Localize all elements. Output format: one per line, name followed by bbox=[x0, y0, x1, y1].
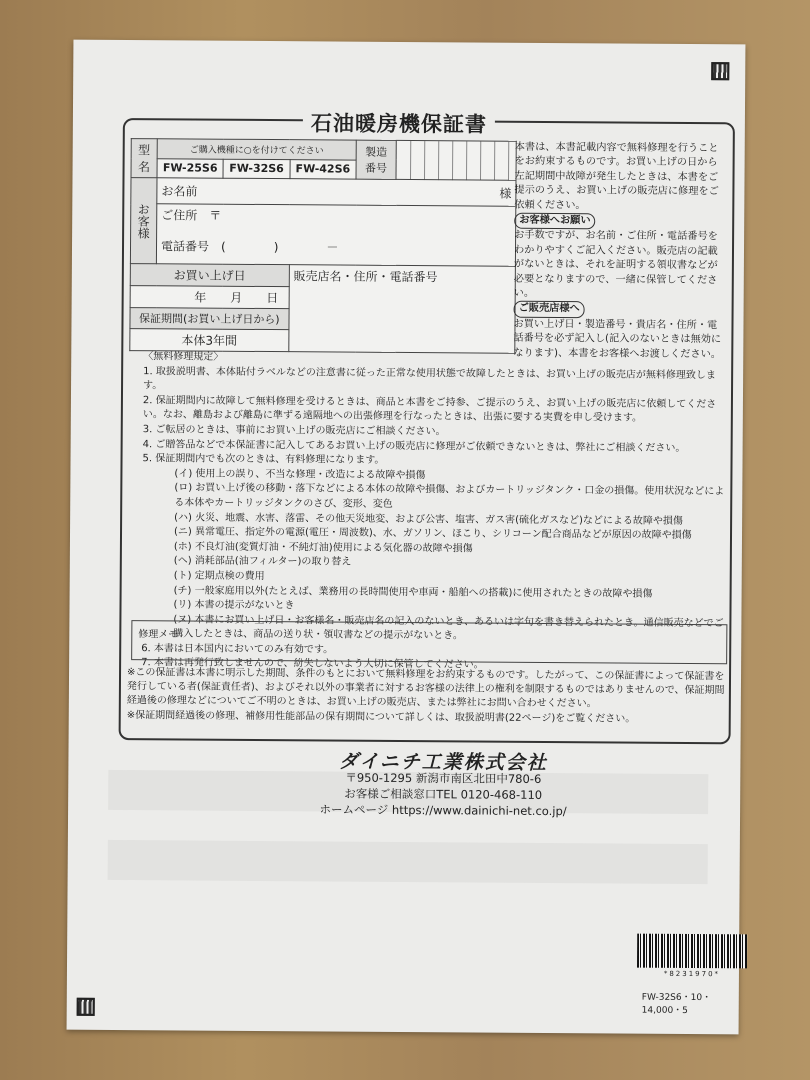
model-option[interactable]: FW-25S6 bbox=[157, 158, 223, 178]
rule-sub-item: (ヘ) 消耗部品(油フィルター)の取り替え bbox=[173, 555, 352, 568]
qr-code-icon bbox=[77, 998, 95, 1016]
notes bbox=[127, 666, 727, 727]
model-option[interactable]: FW-32S6 bbox=[223, 159, 289, 179]
rules-heading: 〈無料修理規定〉 bbox=[143, 351, 224, 363]
model-option[interactable]: FW-42S6 bbox=[290, 159, 356, 179]
qr-code-icon bbox=[711, 62, 729, 80]
rule-item: 3. ご転居のときは、事前にお買い上げの販売店にご相談ください。 bbox=[142, 424, 446, 438]
warranty-sheet bbox=[67, 40, 746, 1035]
bleed-through-banner bbox=[108, 840, 708, 884]
name-label: お名前 bbox=[161, 184, 198, 199]
rule-sub-item: (ホ) 不良灯油(変質灯油・不純灯油)使用による気化器の故障や損傷 bbox=[173, 541, 473, 555]
rule-sub-item: (リ) 本書の提示がないとき bbox=[173, 599, 295, 612]
postal-mark: 〒 bbox=[209, 208, 222, 223]
company-website: ホームページ https://www.dainichi-net.co.jp/ bbox=[319, 802, 567, 819]
memo-label: 修理メモ bbox=[138, 629, 179, 641]
rule-item: 5. 保証期間内でも次のときは、有料修理になります。 bbox=[142, 453, 385, 467]
model-label: 型名 bbox=[131, 139, 157, 178]
name-field[interactable] bbox=[157, 178, 516, 207]
purchase-date-label: お買い上げ日 bbox=[130, 264, 289, 287]
customer-heading: お客様へお願い bbox=[514, 213, 595, 230]
rule-item: 7. 本書は再発行致しませんので、紛失しないよう大切に保管してください。 bbox=[141, 657, 484, 672]
rule-sub-item: (イ) 使用上の誤り、不当な修理・改造による故障や損傷 bbox=[174, 468, 426, 481]
rule-sub-item: (ロ) お買い上げ後の移動・落下などによる本体の故障や損傷、およびカートリッジタンク・口金の損傷。使用状況などによる本体やカートリッジタンクのさび、変形、変色 bbox=[174, 482, 725, 510]
phone-label: 電話番号 bbox=[160, 239, 210, 254]
note: ※この保証書は本書に明示した期間、条件のもとにおいて無料修理をお約束するものです。したがって、この保証書によって保証書を発行している者(保証責任者)、およびそれ以外の事業者に対するお客様の法律上の権利を制限するものではありませんので、保証期間経過後の修理などについてご不明のときは、お買い上げの販売店、または弊社にお問い合わせください。 bbox=[126, 667, 725, 710]
rule-item: 6. 本書は日本国内においてのみ有効です。 bbox=[141, 643, 334, 656]
company-name: ダイニチ工業株式会社 bbox=[338, 750, 548, 774]
purchase-date-field[interactable]: 年 月 日 bbox=[130, 286, 289, 309]
rule-item: 4. ご贈答品などで本保証書に記入してあるお買い上げの販売店に修理がご依頼できないときは、弊社にご相談ください。 bbox=[142, 438, 686, 454]
company-info bbox=[293, 750, 593, 819]
rule-item: 2. 保証期間内に故障して無料修理を受けるときは、商品と本書をご持参、ご提示のうえ、お買い上げの販売店に依頼してください。なお、離島および離島に準ずる遠隔地への出張修理を行なったときは、出張に要する実費を申し受けます。 bbox=[142, 394, 717, 425]
intro-text: 本書は、本書記載内容で無料修理を行うことをお約束するものです。お買い上げの日から左記期間中故障が発生したときは、本書をご提示のうえ、お買い上げの販売店に修理をご依頼ください。 bbox=[514, 141, 719, 211]
rule-sub-item: (ハ) 火災、地震、水害、落雷、その他天災地変、および公害、塩害、ガス害(硫化ガスなど)などによる故障や損傷 bbox=[174, 511, 683, 527]
warranty-form bbox=[129, 138, 516, 354]
barcode bbox=[637, 934, 747, 969]
store-label: 販売店名・住所・電話番号 bbox=[293, 269, 438, 285]
warranty-period-label: 保証期間(お買い上げ日から) bbox=[130, 308, 289, 330]
rule-sub-item: (ヌ) 本書にお買い上げ日・お客様名・販売店名の記入のないとき、あるいは字句を書き替えられたとき。通信販売などでご購入したときは、商品の送り状・領収書などの提示がないとき。 bbox=[173, 614, 724, 642]
customer-text: お手数ですが、お名前・ご住所・電話番号をわかりやすくご記入ください。販売店の記載がないときは、それを証明する領収書などが必要となりますので、一緒に保管してください。 bbox=[513, 230, 718, 299]
company-phone: お客様ご相談窓口TEL 0120-468-110 bbox=[344, 786, 543, 802]
note: ※保証期間経過後の修理、補修用性能部品の保有期間について詳しくは、取扱説明書(22ページ)をご覧ください。 bbox=[126, 709, 636, 725]
store-text: お買い上げ日・製造番号・貴店名・住所・電話番号を必ず記入し(記入のないときは無効になります)、本書をお客様へお渡しください。 bbox=[513, 318, 722, 360]
address-field[interactable] bbox=[156, 204, 515, 267]
name-suffix: 様 bbox=[499, 186, 512, 201]
rule-sub-item: (ト) 定期点検の費用 bbox=[173, 570, 265, 582]
repair-memo-field[interactable] bbox=[131, 620, 727, 664]
phone-format: ( ) － bbox=[221, 239, 339, 255]
warranty-period: 本体3年間 bbox=[130, 329, 289, 352]
page-title: 石油暖房機保証書 bbox=[303, 107, 495, 138]
serial-number-field[interactable] bbox=[396, 140, 516, 180]
company-address: 〒950-1295 新潟市南区北田中780-6 bbox=[345, 770, 542, 786]
rule-sub-item: (チ) 一般家庭用以外(たとえば、業務用の長時間使用や車両・船舶への搭載)に使用されたときの故障や損傷 bbox=[173, 584, 653, 600]
model-instruction: ご購入機種に○を付けてください bbox=[157, 139, 356, 160]
rule-item: 1. 取扱説明書、本体貼付ラベルなどの注意書に従った正常な使用状態で故障したときは、お買い上げの販売店が無料修理致します。 bbox=[143, 365, 716, 392]
print-code: FW-32S6・10・14,000・5 bbox=[641, 992, 712, 1016]
rule-sub-item: (ニ) 異常電圧、指定外の電源(電圧・周波数)、水、ガソリン、ほこり、シリコーン配合商品などが原因の故障や損傷 bbox=[173, 526, 692, 542]
barcode-text: *8231970* bbox=[663, 969, 721, 979]
address-label: ご住所 bbox=[161, 208, 198, 223]
store-field[interactable] bbox=[288, 265, 515, 354]
info-panel bbox=[513, 141, 727, 363]
store-heading: ご販売店様へ bbox=[514, 301, 585, 318]
customer-label: お客様 bbox=[130, 178, 157, 264]
serial-label: 製造番号 bbox=[356, 140, 396, 179]
